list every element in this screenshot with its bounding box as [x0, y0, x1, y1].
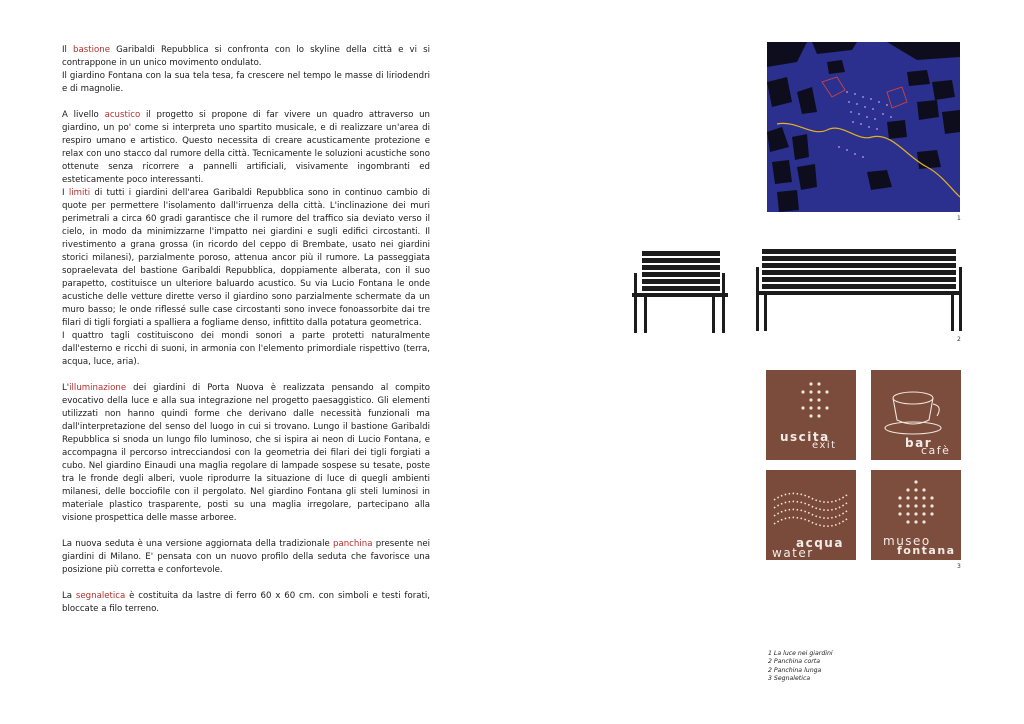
keyword-acustico: acustico	[104, 110, 141, 120]
figure-bench-short	[632, 249, 728, 335]
dot-arrow-icon	[766, 370, 856, 460]
sign-label-fontana: fontana	[897, 544, 956, 557]
keyword-illuminazione: illuminazione	[69, 383, 127, 393]
keyword-segnaletica: segnaletica	[75, 591, 126, 601]
caption-2: 2 Panchina corta	[768, 658, 821, 666]
caption-1: 1 La luce nei giardini	[768, 650, 833, 657]
figure-captions	[768, 650, 833, 684]
paragraph-tagli: I quattro tagli costituiscono dei mondi sonori a parte protetti naturalmente dall'esterno e ricchi di suoni, in armonia con l'elemento primordiale rispettivo (terra, acqua, luce, aria).	[62, 331, 430, 367]
paragraph-segnaletica: La segnaletica è costituita da lastre di ferro 60 x 60 cm. con simboli e testi forati, bloccate a filo terreno.	[62, 591, 430, 614]
sign-label-cafe: cafè	[921, 444, 951, 457]
sign-tile-uscita	[766, 370, 856, 460]
figure-3-number: 3	[957, 563, 961, 570]
sign-tile-acqua	[766, 470, 856, 560]
paragraph-fontana: Il giardino Fontana con la sua tela tesa, fa crescere nel tempo le masse di liriodendri e di magnolie.	[62, 71, 430, 94]
paragraph-acustico: A livello acustico il progetto si propone di far vivere un quadro attraverso un giardino, un po' come si interpreta uno spartito musicale, e di realizzare un'area di respiro umano e artistico. Questo necessita di creare acusticamente protezione e relax con uno stacco dal rumore della città. Tecnicamente le soluzioni acustiche sono ottenute senza ricorrere a pannelli artificiali, visivamente ingombranti ed esteticamente poco interessanti.	[62, 110, 430, 185]
paragraph-illuminazione: L'illuminazione dei giardini di Porta Nuova è realizzata pensando al compito evocativo della luce e alla sua integrazione nel progetto paesaggistico. Gli elementi utilizzati non hanno quindi forme che derivano dalle necessità funzionali ma dall'interpretazione del senso del luogo in cui si trovano. Lungo il bastione Garibaldi Repubblica si snoda un lungo filo luminoso, che si ispira ai neon di Lucio Fontana, e accompagna il percorso intrecciandosi con la geometria dei filari dei tigli forgiati a cubo. Nel giardino Einaudi una maglia regolare di lampade sospese su tesate, poste tra le fronde degli alberi, vuole riprodurre la situazione di luce di quegli ambienti milanesi, delle bocciofile con il pergolato. Nel giardino Fontana gli steli luminosi in materiale plastico trasparente, posti su una maglia irregolare, partecipano alla visione prospettica delle masse arboree.	[62, 383, 430, 523]
figure-2-number: 2	[957, 336, 961, 343]
bench-short-drawing	[632, 249, 728, 335]
paragraph-panchina: La nuova seduta è una versione aggiornata della tradizionale panchina presente nei giardini di Milano. E' pensata con un nuovo profilo della seduta che favorisce una posizione più corretta e confortevole.	[62, 539, 430, 575]
sign-label-uscita: uscita	[780, 430, 830, 444]
sign-label-exit: exit	[812, 440, 837, 451]
caption-4: 3 Segnaletica	[768, 675, 811, 683]
sign-label-bar: bar	[905, 436, 933, 450]
figure-light-map	[767, 42, 960, 212]
light-map-drawing	[767, 42, 960, 212]
figure-1-number: 1	[957, 215, 961, 222]
sign-tile-museo	[871, 470, 961, 560]
paragraph-limiti: I limiti di tutti i giardini dell'area Garibaldi Repubblica sono in continuo cambio di quote per permettere l'isolamento dall'irruenza della città. L'inclinazione dei muri perimetrali a circa 60 gradi garantisce che il rumore del traffico sia deviato verso il cielo, in modo da minimizzarne l'impatto nei giardini e sugli edifici circostanti. Il rivestimento a grana grossa (in ricordo del ceppo di Brembate, usato nei giardini storici milanesi), parzialmente poroso, attenua ancor più il rumore. La passeggiata sopraelevata del bastione Garibaldi Repubblica, doppiamente alberata, con il suo parapetto, costituisce un ulteriore baluardo acustico. Su via Lucio Fontana le onde acustiche delle vetture dirette verso il giardino sono parzialmente schermate da un muro basso; le onde riflessé sulle case circostanti sono invece fonoassorbite dai tre filari di tigli forgiati a spalliera a fogliame denso, infittito dalla potatura geometrica.	[62, 188, 430, 328]
keyword-bastione: bastione	[73, 45, 110, 55]
bench-long-drawing	[756, 247, 962, 333]
sign-label-water: water	[772, 546, 814, 560]
sign-label-acqua: acqua	[796, 536, 844, 550]
sign-label-museo: museo	[883, 534, 931, 548]
text-column	[62, 44, 430, 629]
caption-3: 2 Panchina lunga	[768, 666, 822, 674]
paragraph-bastione: Il bastione Garibaldi Repubblica si confronta con lo skyline della città e vi si contrappone in un unico movimento ondulato.	[62, 45, 430, 68]
keyword-panchina: panchina	[333, 539, 373, 549]
sign-tile-bar	[871, 370, 961, 460]
keyword-limiti: limiti	[68, 188, 91, 198]
figure-bench-long	[756, 247, 962, 333]
